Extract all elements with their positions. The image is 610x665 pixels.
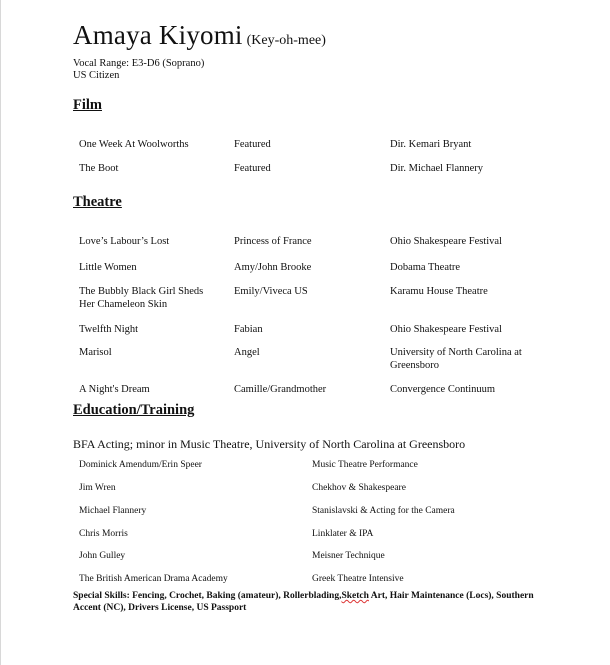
training-teacher: Chris Morris [79,529,128,539]
training-teacher: John Gulley [79,551,126,561]
theatre-company: Dobama Theatre [390,262,461,273]
theatre-title: A Night's Dream [79,384,150,395]
theatre-role: Amy/John Brooke [234,262,312,273]
training-teacher: Michael Flannery [79,506,147,516]
theatre-company: Ohio Shakespeare Festival [390,236,502,247]
theatre-title: Twelfth Night [79,324,139,335]
film-title: One Week At Woolworths [79,139,189,150]
actor-name: Amaya Kiyomi [73,20,243,50]
training-teacher: The British American Drama Academy [79,574,228,584]
name-pronunciation: (Key-oh-mee) [246,33,326,48]
skills-text-start: Special Skills: Fencing, Crochet, Baking (amateur), Rollerblading, [73,591,342,601]
citizenship: US Citizen [73,70,120,81]
training-subject: Linklater & IPA [312,529,374,539]
theatre-role: Princess of France [234,236,312,247]
theatre-role: Camille/Grandmother [234,384,327,395]
theatre-company: Convergence Continuum [390,384,496,395]
theatre-title: Little Women [79,262,137,273]
theatre-company: Karamu House Theatre [390,286,488,297]
page-left-edge [0,0,1,665]
theatre-title: Marisol [79,347,112,358]
theatre-role: Fabian [234,324,263,335]
training-subject: Music Theatre Performance [312,460,418,470]
degree: BFA Acting; minor in Music Theatre, University of North Carolina at Greensboro [73,437,466,451]
training-teacher: Jim Wren [79,483,116,493]
spellcheck-word: Sketch [341,591,369,601]
theatre-title: The Bubbly Black Girl Sheds Her Chameleon Skin [79,286,204,310]
film-role: Featured [234,139,271,150]
resume-header [73,20,326,51]
training-subject: Greek Theatre Intensive [312,574,404,584]
skills-text-end: Art, Hair Maintenance (Locs), Southern Accent (NC), Drivers License, US Passport [73,591,534,613]
theatre-role: Emily/Viveca US [234,286,308,297]
special-skills [73,590,553,614]
film-director: Dir. Michael Flannery [390,163,484,174]
theatre-company: University of North Carolina at Greensboro [390,347,522,371]
education-section-title: Education/Training [73,402,195,418]
theatre-company: Ohio Shakespeare Festival [390,324,502,335]
film-title: The Boot [79,163,119,174]
film-section-title: Film [73,97,102,113]
film-director: Dir. Kemari Bryant [390,139,472,150]
theatre-role: Angel [234,347,260,358]
training-subject: Stanislavski & Acting for the Camera [312,506,455,516]
training-teacher: Dominick Amendum/Erin Speer [79,460,202,470]
theatre-section-title: Theatre [73,194,122,210]
training-subject: Meisner Technique [312,551,385,561]
vocal-range: Vocal Range: E3-D6 (Soprano) [73,58,205,69]
theatre-title: Love’s Labour’s Lost [79,236,170,247]
film-role: Featured [234,163,271,174]
training-subject: Chekhov & Shakespeare [312,483,406,493]
